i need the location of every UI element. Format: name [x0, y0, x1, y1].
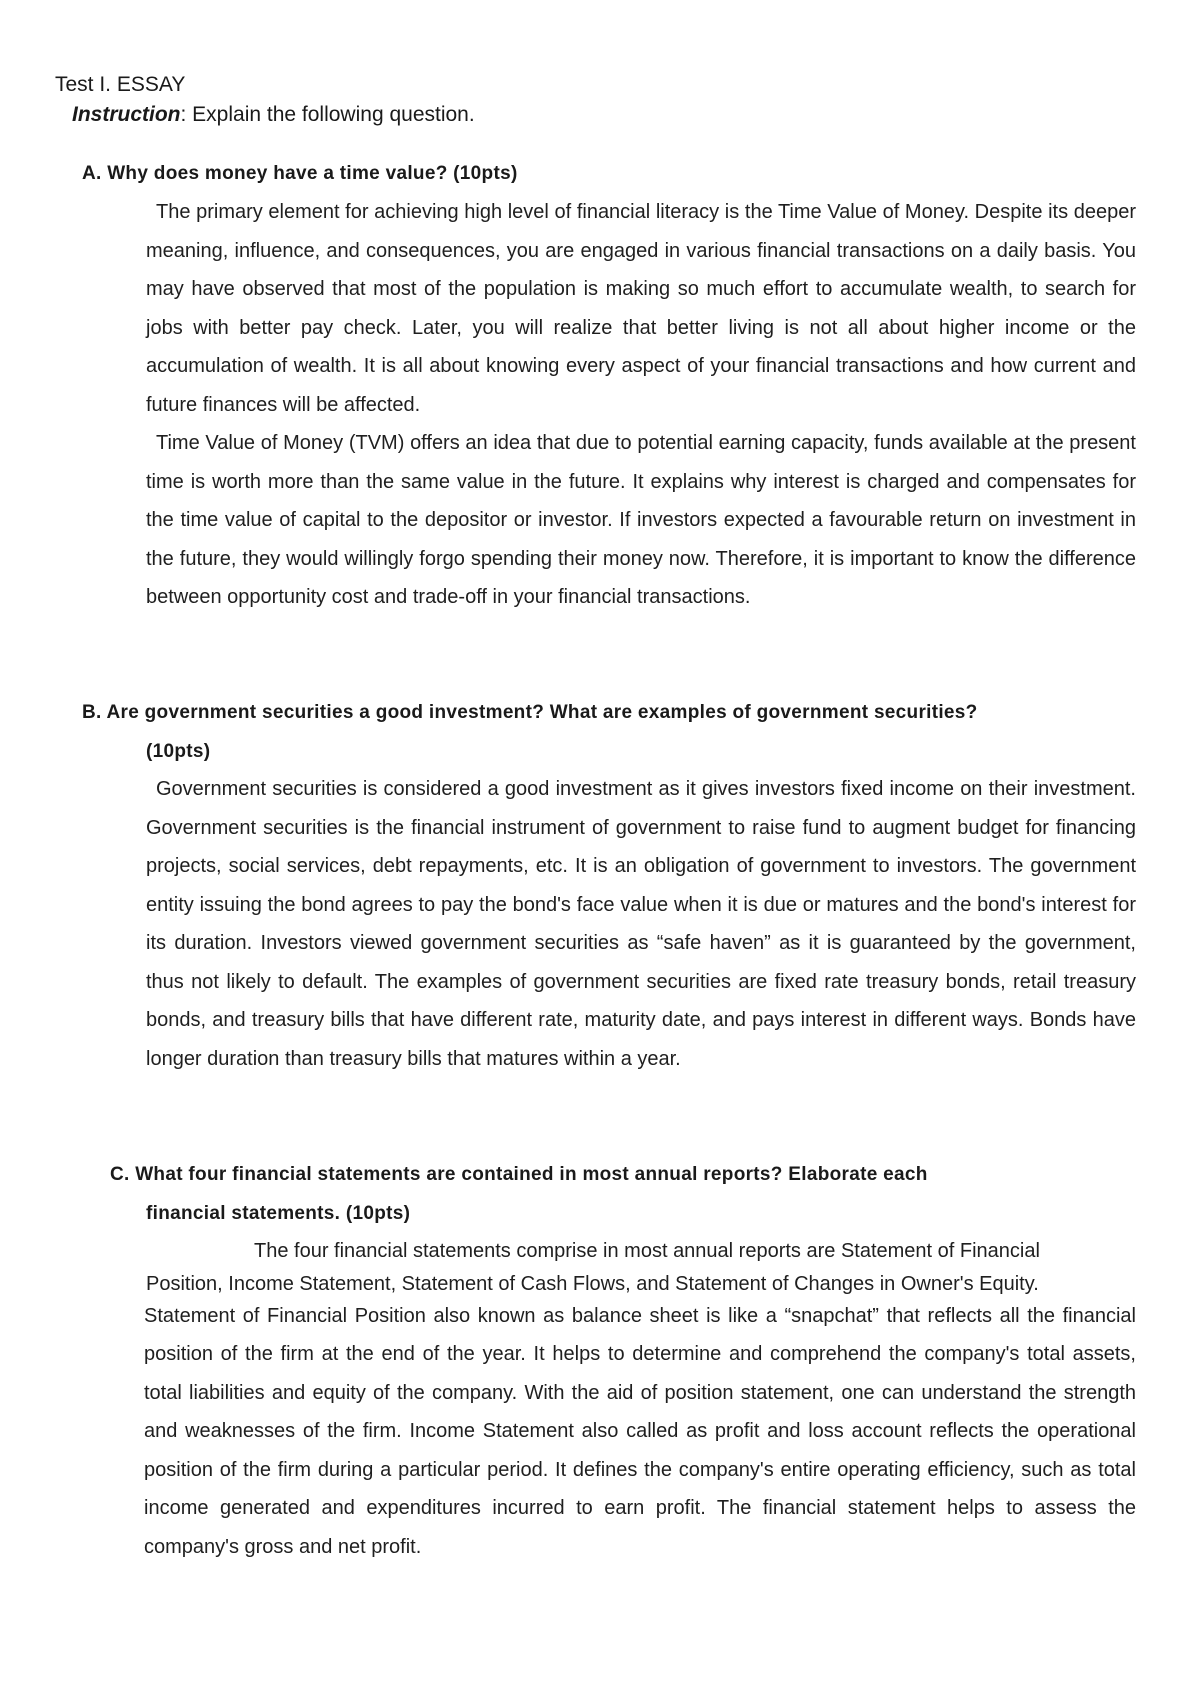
question-a-letter: A. — [82, 163, 102, 184]
answer-c-paragraph-1: Statement of Financial Position also known as balance sheet is like a “snapchat” that reflects all the financial position of the firm at the end of the year. It helps to determine and comprehend the company's total assets, total liabilities and equity of the company. With the aid of position statement, one can understand the strength and weaknesses of the firm. Income Statement also called as profit and loss account reflects the operational position of the firm during a particular period. It defines the company's entire operating efficiency, such as total income generated and expenditures incurred to earn profit. The financial statement helps to assess the company's gross and net profit. — [144, 1304, 1136, 1558]
question-c-letter: C. — [110, 1164, 130, 1185]
question-b — [82, 694, 1142, 771]
answer-b — [146, 770, 1136, 1078]
question-b-letter: B. — [82, 702, 102, 723]
question-c — [110, 1156, 1150, 1233]
question-b-text-cont: (10pts) — [146, 740, 211, 762]
question-a — [82, 155, 518, 194]
instruction-line — [72, 102, 475, 128]
question-b-text: Are government securities a good investment? What are examples of government securities? — [106, 702, 978, 723]
question-a-text: Why does money have a time value? (10pts) — [107, 163, 518, 184]
question-c-text-cont: financial statements. (10pts) — [146, 1202, 411, 1224]
answer-a-paragraph-1: The primary element for achieving high level of financial literacy is the Time Value of Money. Despite its deeper meaning, influence, and consequences, you are engaged in various financial transactions on a daily basis. You may have observed that most of the population is making so much effort to accumulate wealth, to search for jobs with better pay check. Later, you will realize that better living is not all about higher income or the accumulation of wealth. It is all about knowing every aspect of your financial transactions and how current and future finances will be affected. — [146, 201, 1136, 416]
answer-c — [146, 1232, 1136, 1566]
answer-b-paragraph-1: Government securities is considered a good investment as it gives investors fixed income on their investment. Government securities is the financial instrument of government to raise fund to augment budget for financing projects, social services, debt repayments, etc. It is an obligation of government to investors. The government entity issuing the bond agrees to pay the bond's face value when it is due or matures and the bond's interest for its duration. Investors viewed government securities as “safe haven” as it is guaranteed by the government, thus not likely to default. The examples of government securities are fixed rate treasury bonds, retail treasury bonds, and treasury bills that have different rate, maturity date, and pays interest in different ways. Bonds have longer duration than treasury bills that matures within a year. — [146, 778, 1136, 1070]
test-title: Test I. ESSAY — [55, 73, 186, 96]
question-c-text: What four financial statements are contained in most annual reports? Elaborate each — [135, 1164, 928, 1185]
answer-a-paragraph-2: Time Value of Money (TVM) offers an idea that due to potential earning capacity, funds available at the present time is worth more than the same value in the future. It explains why interest is charged and compensates for the time value of capital to the depositor or investor. If investors expected a favourable return on investment in the future, they would willingly forgo spending their money now. Therefore, it is important to know the difference between opportunity cost and trade-off in your financial transactions. — [146, 432, 1136, 608]
instruction-label: Instruction — [72, 103, 181, 126]
instruction-text: : Explain the following question. — [180, 103, 475, 126]
answer-c-intro: The four financial statements comprise in most annual reports are Statement of Financial — [254, 1240, 1040, 1262]
answer-a — [146, 193, 1136, 617]
answer-c-intro-cont: Position, Income Statement, Statement of Cash Flows, and Statement of Changes in Owner's Equity. — [146, 1272, 1039, 1295]
